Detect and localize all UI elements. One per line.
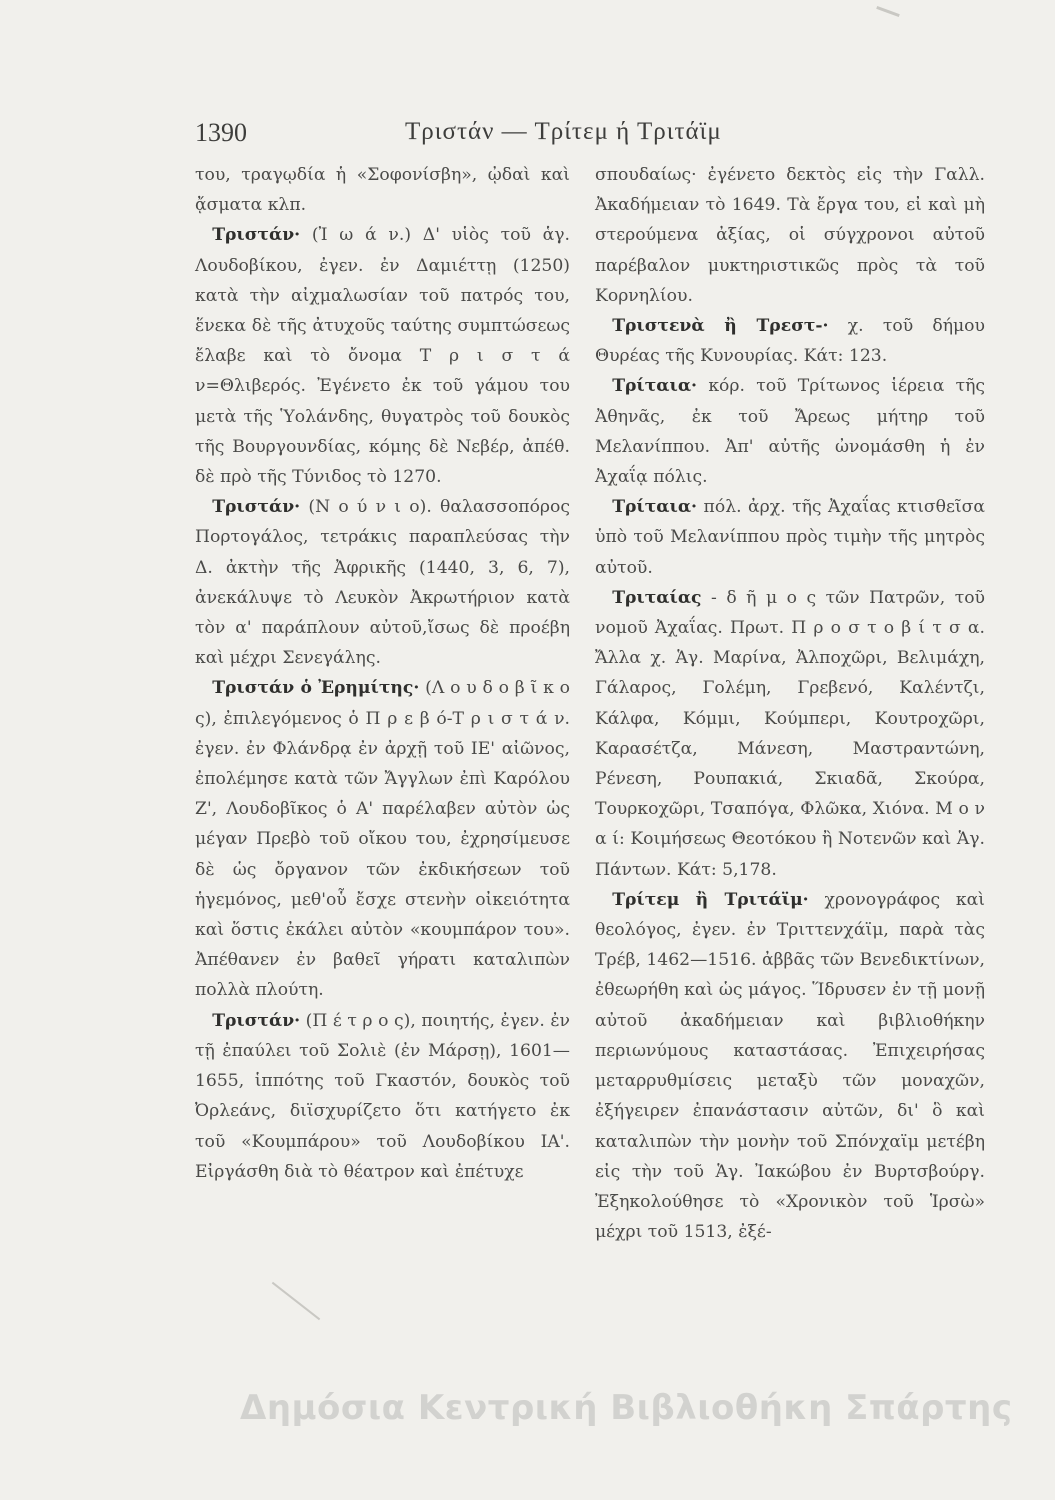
entry-text: πόλ. ἀρχ. τῆς Ἀχαΐας κτισθεῖσα ὑπὸ τοῦ Μελανίππου πρὸς τιμὴν τῆς μητρὸς αὐτοῦ. — [595, 497, 985, 578]
entry-text: κόρ. τοῦ Τρίτωνος ἱέρεια τῆς Ἀθηνᾶς, ἐκ τοῦ Ἄρεως μήτηρ τοῦ Μελανίππου. Ἀπ' αὐτῆς ὠνομάσθη ἡ ἐν Ἀχαΐᾳ πόλις. — [595, 376, 985, 488]
entry — [195, 492, 570, 673]
entry — [195, 673, 570, 1005]
left-column — [195, 160, 570, 1187]
library-watermark: Δημόσια Κεντρική Βιβλιοθήκη Σπάρτης — [240, 1388, 1013, 1428]
entry-text: (Π έ τ ρ ο ς), ποιητής, ἐγεν. ἐν τῇ ἐπαύλει τοῦ Σολιὲ (ἐν Μάρσῃ), 1601—1655, ἱππότης τοῦ Γκαστόν, δουκὸς τοῦ Ὀρλεάνς, διϊσχυρίζετο ὅτι κατήγετο ἐκ τοῦ «Κουμπάρου» τοῦ Λουδοβίκου ΙΑ'. Εἰργάσθη διὰ τὸ θέατρον καὶ ἐπέτυχε — [195, 1010, 571, 1182]
entry — [595, 371, 985, 492]
entry-text: - δ ῆ μ ο ς τῶν Πατρῶν, τοῦ νομοῦ Ἀχαΐας. Πρωτ. Π ρ ο σ τ ο β ί τ σ α. Ἄλλα χ. Ἁγ. Μαρίνα, Ἀλποχῶρι, Βελιμάχη, Γάλαρος, Γολέμη, Γρεβενό, Καλέντζι, Κάλφα, Κόμμι, Κούμπερι, Κουτροχῶρι, Καρασέτζα, Μάνεση, Μαστραντώνη, Ρένεση, Ρουπακιά, Σκιαδᾶ, Σκούρα, Τουρκοχῶρι, Τσαπόγα, Φλῶκα, Χιόνα. Μ ο ν α ί: Κοιμήσεως Θεοτόκου ἢ Νοτενῶν καὶ Ἁγ. Πάντων. Κάτ: 5,178. — [595, 587, 985, 880]
entry — [195, 1006, 570, 1187]
entry-headword: Τρίταια· — [612, 376, 698, 397]
entry-text: χρονογράφος καὶ θεολόγος, ἐγεν. ἐν Τριττενχάϊμ, παρὰ τὰς Τρέβ, 1462—1516. ἀββᾶς τῶν Βενεδικτίνων, ἐθεωρήθη καὶ ὡς μάγος. Ἵδρυσεν ἐν τῇ μονῇ αὐτοῦ ἀκαδήμειαν καὶ βιβλιοθήκην περιωνύμους καταστάσας. Ἐπιχειρήσας μεταρρυθμίσεις μεταξὺ τῶν μοναχῶν, ἐξήγειρεν ἐπανάστασιν αὐτῶν, δι' ὃ καὶ καταλιπὼν τὴν μονὴν τοῦ Σπόνχαϊμ μετέβη εἰς τὴν τοῦ Ἁγ. Ἰακώβου ἐν Βυρτσβούργ. Ἐξηκολούθησε τὸ «Χρονικὸν τοῦ Ἱρσὼ» μέχρι τοῦ 1513, ἐξέ- — [595, 889, 985, 1243]
entry-text: (Λ ο υ δ ο β ῖ κ ο ς), ἐπιλεγόμενος ὁ Π ρ ε β ό-Τ ρ ι σ τ ά ν. ἐγεν. ἐν Φλάνδρᾳ ἐν ἀρχῇ τοῦ ΙΕ' αἰῶνος, ἐπολέμησε κατὰ τῶν Ἄγγλων ἐπὶ Καρόλου Ζ', Λουδοβῖκος ὁ Α' παρέλαβεν αὐτὸν ὡς μέγαν Πρεβὸ τοῦ οἴκου του, ἐχρησίμευσε δὲ ὡς ὄργανον τῶν ἐκδικήσεων τοῦ ἡγεμόνος, μεθ'οὗ ἔσχε στενὴν οἰκειότητα καὶ ὅστις ἐκάλει αὐτὸν «κουμπάρον του». Ἀπέθανεν ἐν βαθεῖ γήρατι καταλιπὼν πολλὰ πλούτη. — [195, 678, 570, 1001]
entry — [595, 885, 985, 1247]
entry-headword: Τρίτεμ ἢ Τριτάϊμ· — [612, 889, 809, 910]
entry-text: (Ἰ ω ά ν.) Δ' υἱὸς τοῦ ἁγ. Λουδοβίκου, ἐγεν. ἐν Δαμιέττῃ (1250) κατὰ τὴν αἰχμαλωσίαν τοῦ πατρός του, ἕνεκα δὲ τῆς ἀτυχοῦς ταύτης συμπτώσεως ἔλαβε καὶ τὸ ὄνομα Τ ρ ι σ τ ά ν=Θλιβερός. Ἐγένετο ἐκ τοῦ γάμου του μετὰ τῆς Ὑολάνδης, θυγατρὸς τοῦ δουκὸς τῆς Βουργουνδίας, κόμης δὲ Νεβέρ, ἀπέθ. δὲ πρὸ τῆς Τύνιδος τὸ 1270. — [195, 225, 571, 488]
entry — [595, 492, 985, 583]
scan-mark — [272, 1282, 321, 1321]
entry-headword: Τριστάν· — [212, 225, 301, 246]
entry-headword: Τριστενὰ ἢ Τρεστ-· — [612, 316, 829, 337]
entry-headword: Τριστάν ὁ Ἐρημίτης· — [212, 678, 420, 699]
entry-text: του, τραγῳδία ἡ «Σοφονίσβη», ᾠδαὶ καὶ ᾄσματα κλπ. — [195, 165, 570, 216]
entry-headword: Τρίταια· — [612, 497, 698, 518]
entry-headword: Τριστάν· — [212, 1010, 301, 1031]
entry-text: χ. τοῦ δήμου Θυρέας τῆς Κυνουρίας. Κάτ: 123. — [595, 316, 985, 367]
page-number: 1390 — [195, 118, 247, 147]
page-header — [195, 118, 985, 158]
entry-headword: Τριστάν· — [212, 497, 301, 518]
scan-mark — [876, 6, 900, 17]
entry — [195, 220, 570, 492]
entry-text: (Ν ο ύ ν ι ο). θαλασσοπόρος Πορτογάλος, τετράκις παραπλεύσας τὴν Δ. ἀκτὴν τῆς Ἀφρικῆς (1440, 3, 6, 7), ἀνεκάλυψε τὸ Λευκὸν Ἀκρωτήριον κατὰ τὸν α' παράπλουν αὐτοῦ,ἴσως δὲ προέβη καὶ μέχρι Σενεγάλης. — [195, 497, 571, 669]
entry-headword: Τριταίας — [612, 587, 702, 608]
entry — [595, 160, 985, 311]
entry-text: σπουδαίως· ἐγένετο δεκτὸς εἰς τὴν Γαλλ. Ἀκαδήμειαν τὸ 1649. Τὰ ἔργα του, εἰ καὶ μὴ στερούμενα ἀξίας, οἱ σύγχρονοι αὐτοῦ παρέβαλον μυκτηριστικῶς πρὸς τὰ τοῦ Κορνηλίου. — [595, 165, 985, 306]
right-column — [595, 160, 985, 1247]
entry — [195, 160, 570, 220]
entry — [595, 583, 985, 885]
entry — [595, 311, 985, 371]
running-title: Τριστάν — Τρίτεμ ή Τριτάϊμ — [405, 118, 722, 145]
